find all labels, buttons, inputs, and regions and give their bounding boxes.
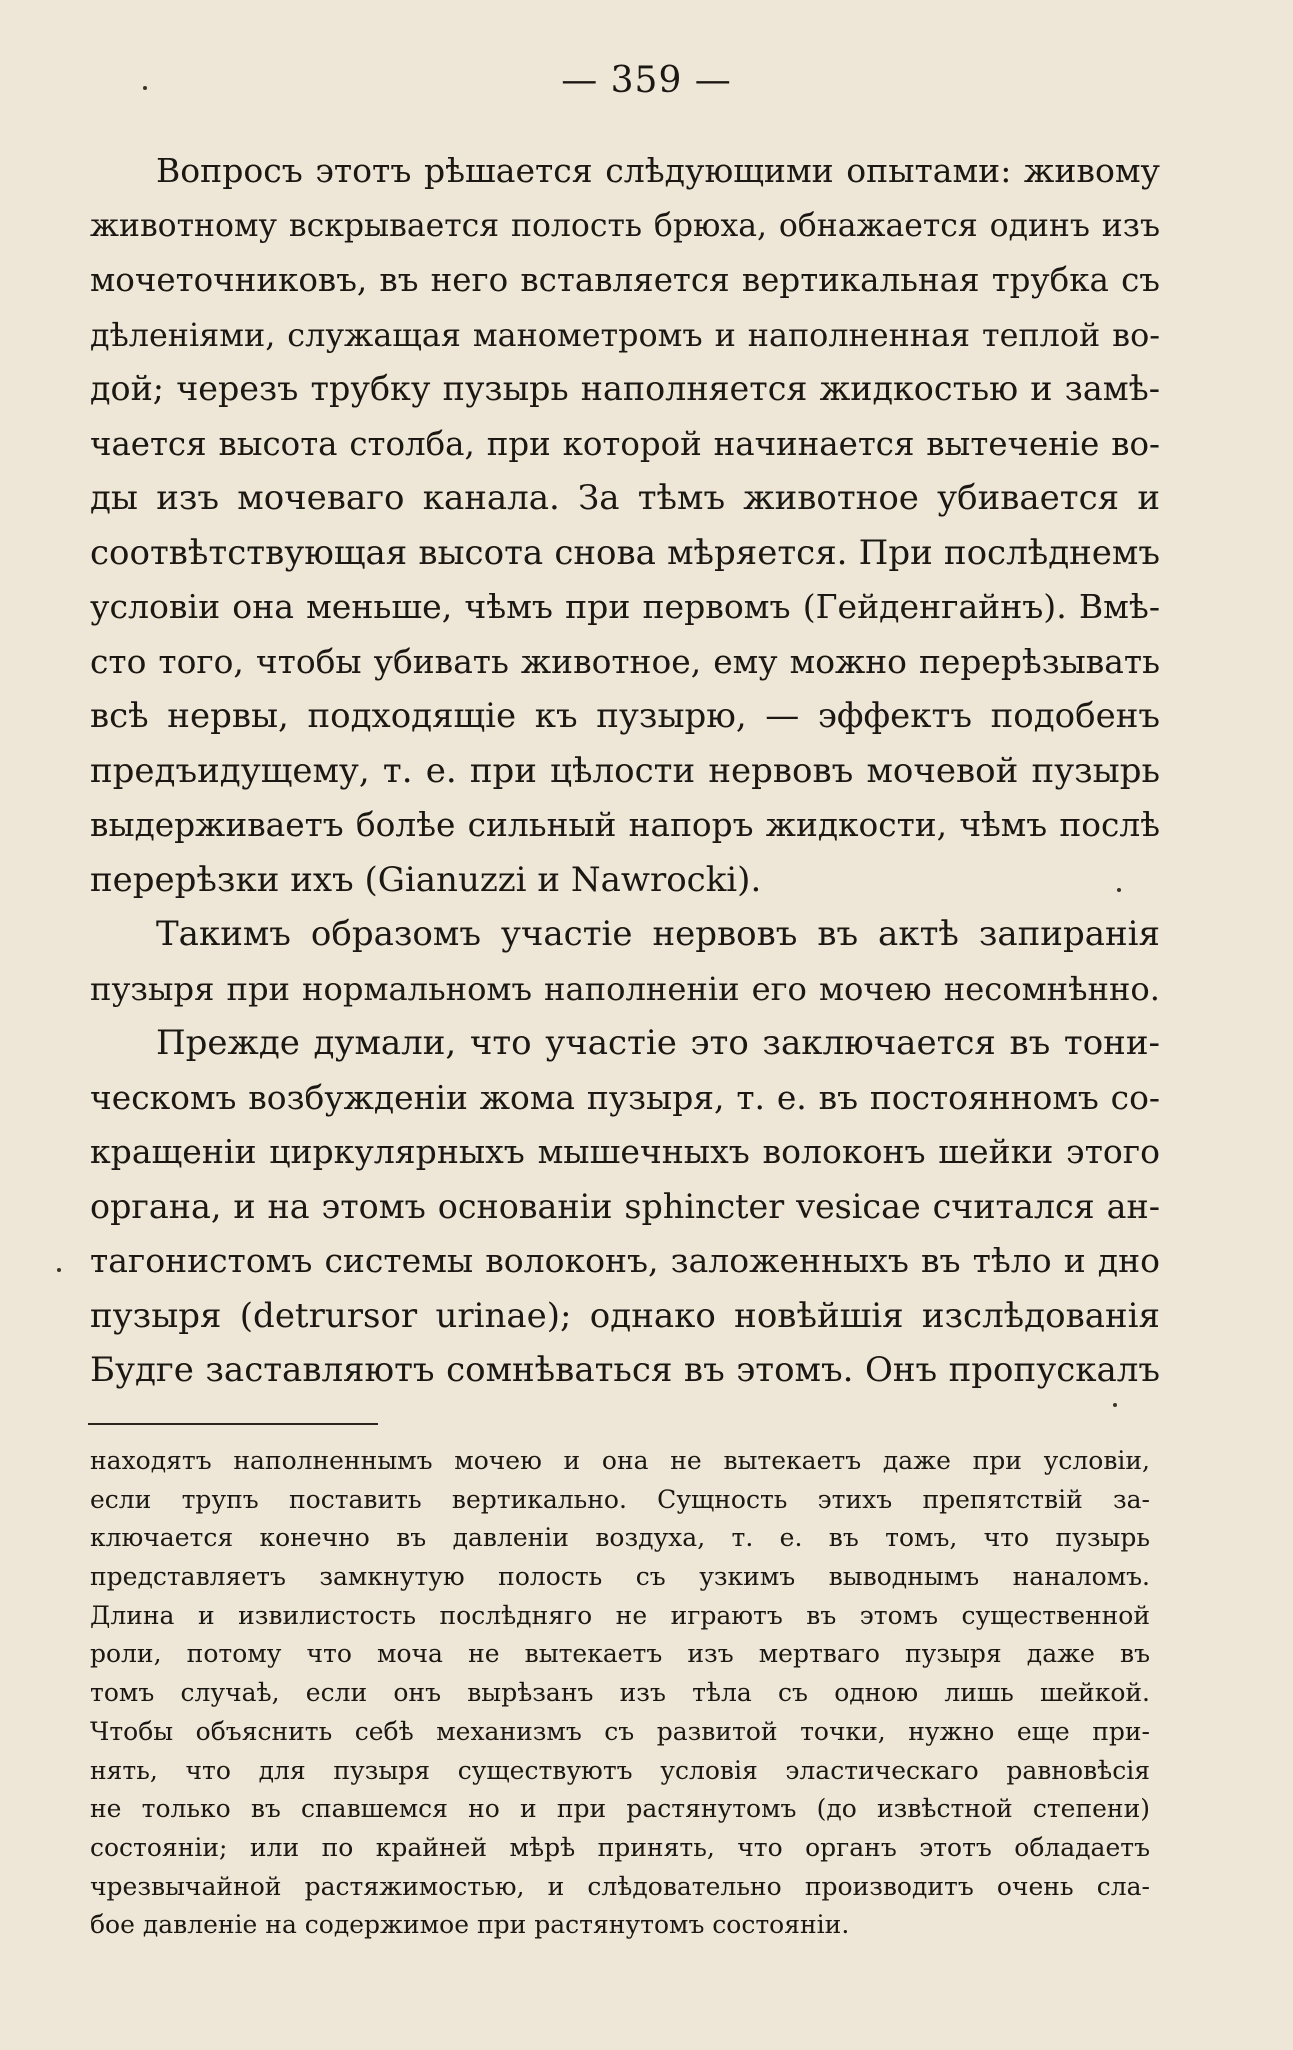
footnote-line: чрезвычайной растяжимостью, и слѣдовательно производитъ очень сла- — [90, 1871, 1150, 1901]
ink-speck — [143, 86, 147, 90]
footnote-line: нять, что для пузыря существуютъ условія эластическаго равновѣсія — [90, 1755, 1150, 1785]
text-line: предъидущему, т. е. при цѣлости нервовъ мочевой пузырь — [90, 750, 1160, 791]
text-line: мочеточниковъ, въ него вставляется вертикальная трубка съ — [90, 261, 1160, 299]
footnote-line: если трупъ поставить вертикально. Сущность этихъ препятствій за- — [90, 1484, 1150, 1514]
text-line: всѣ нервы, подходящіе къ пузырю, — эффектъ подобенъ — [90, 696, 1160, 736]
text-line: ческомъ возбужденіи жома пузыря, т. е. въ постоянномъ со- — [90, 1077, 1160, 1117]
text-line: сто того, чтобы убивать животное, ему можно перерѣзывать — [90, 641, 1160, 681]
text-line: пузыря (detrursor urinae); однако новѣйшія изслѣдованія — [90, 1295, 1160, 1336]
footnote-line: томъ случаѣ, если онъ вырѣзанъ изъ тѣла съ одною лишь шейкой. — [90, 1678, 1150, 1708]
footnote-line: роли, потому что моча не вытекаетъ изъ мертваго пузыря даже въ — [90, 1639, 1150, 1669]
ink-speck — [57, 1268, 61, 1272]
footnote-line: находятъ наполненнымъ мочею и она не вытекаетъ даже при условіи, — [90, 1446, 1150, 1475]
text-line: условіи она меньше, чѣмъ при первомъ (Гейденгайнъ). Вмѣ- — [90, 587, 1160, 626]
text-line: перерѣзки ихъ (Gianuzzi и Nawrocki). — [90, 859, 762, 900]
text-line: Вопросъ этотъ рѣшается слѣдующими опытами: живому — [156, 151, 1160, 190]
text-line: Такимъ образомъ участіе нервовъ въ актѣ запиранія — [156, 914, 1160, 954]
text-line: Будге заставляютъ сомнѣваться въ этомъ. Онъ пропускалъ — [90, 1350, 1160, 1390]
footnote-line: бое давленіе на содержимое при растянутомъ состояніи. — [90, 1910, 850, 1940]
text-line: чается высота столба, при которой начинается вытеченіе во- — [90, 424, 1160, 463]
text-line: ды изъ мочеваго канала. За тѣмъ животное убивается и — [90, 478, 1160, 518]
text-line: Прежде думали, что участіе это заключается въ тони- — [156, 1023, 1160, 1063]
text-line: органа, и на этомъ основаніи sphincter vesicae считался ан- — [90, 1186, 1160, 1226]
ink-speck — [1117, 888, 1121, 892]
text-line: кращеніи циркулярныхъ мышечныхъ волоконъ шейки этого — [90, 1132, 1160, 1171]
footnote-line: Длина и извилистость послѣдняго не играютъ въ этомъ существенной — [90, 1600, 1150, 1630]
ink-speck — [1113, 1403, 1117, 1407]
page-number: — 359 — — [561, 60, 732, 101]
footnote-line: представляетъ замкнутую полость съ узкимъ выводнымъ наналомъ. — [90, 1562, 1150, 1592]
main-text — [90, 144, 1160, 1398]
footnote-line: не только въ спавшемся но и при растянутомъ (до извѣстной степени) — [90, 1794, 1150, 1824]
footnote — [90, 1442, 1150, 1945]
text-line: дѣленіями, служащая манометромъ и наполненная теплой во- — [90, 315, 1160, 354]
text-line: выдерживаетъ болѣе сильный напоръ жидкости, чѣмъ послѣ — [90, 806, 1160, 844]
text-line: дой; черезъ трубку пузырь наполняется жидкостью и замѣ- — [90, 369, 1160, 408]
footnote-line: Чтобы объяснить себѣ механизмъ съ развитой точки, нужно еще при- — [90, 1716, 1150, 1746]
text-line: животному вскрывается полость брюха, обнажается одинъ изъ — [90, 207, 1160, 244]
footnote-line: состояніи; или по крайней мѣрѣ принять, что органъ этотъ обладаетъ — [90, 1832, 1150, 1862]
footnote-line: ключается конечно въ давленіи воздуха, т. е. въ томъ, что пузырь — [90, 1523, 1150, 1553]
text-line: соотвѣтствующая высота снова мѣряется. При послѣднемъ — [90, 532, 1160, 573]
footnote-divider — [88, 1423, 378, 1425]
text-line: пузыря при нормальномъ наполненіи его мочею несомнѣнно. — [90, 969, 1160, 1008]
text-line: тагонистомъ системы волоконъ, заложенныхъ въ тѣло и дно — [90, 1241, 1160, 1280]
